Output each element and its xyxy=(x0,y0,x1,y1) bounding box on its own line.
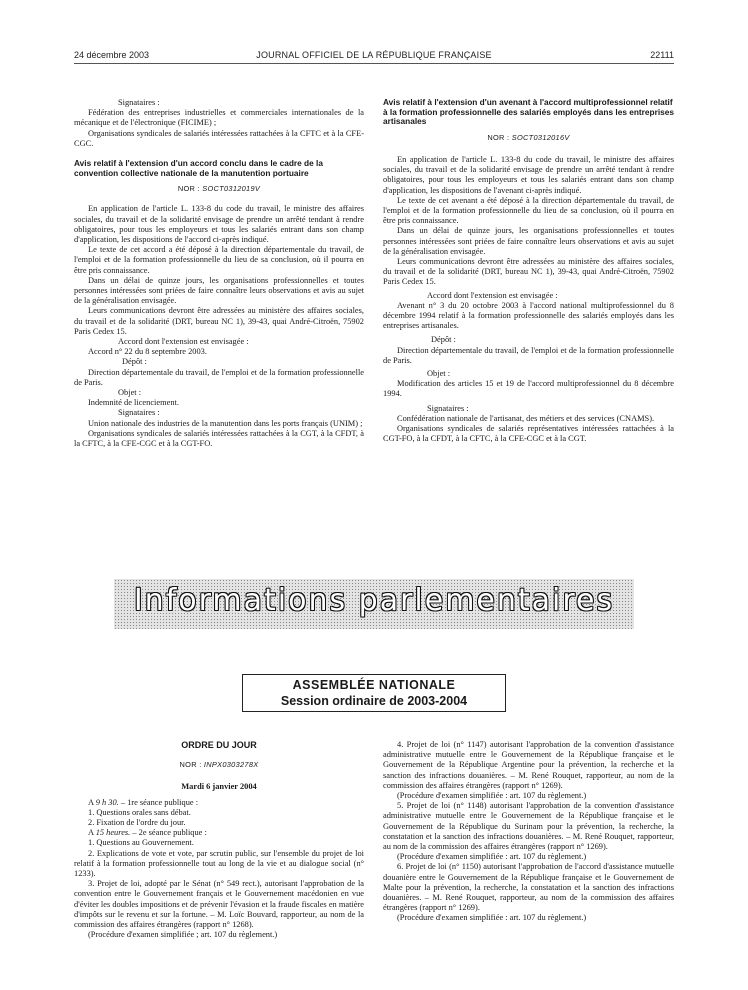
procedure-note: (Procédure d'examen simplifiée ; art. 107 du règlement.) xyxy=(88,930,278,940)
signataires-label: Signataires : xyxy=(118,98,160,107)
agenda-item: 5. Projet de loi (n° 1148) autorisant l'approbation de la convention d'assistance administrative mutuelle entre le Gouvernement de la République française et le Gouvernement de la République du Surinam pour la prévention, la recherche, la constatation et la sanction des infractions douanières. – M. René Rouquet, rapporteur, au nom de la commission des affaires étrangères (rapport n° 1269). xyxy=(383,801,674,852)
seance-prefix: A xyxy=(88,828,96,838)
objet-label: Objet : xyxy=(427,369,451,379)
header-page-number: 22111 xyxy=(650,50,674,60)
paragraph: Dans un délai de quinze jours, les organisations professionnelles et toutes personnes intéressées sont priées de faire connaître leurs observations et avis au sujet de la généralisation envisagée. xyxy=(74,275,364,306)
paragraph: Leurs communications devront être adressées au ministère des affaires sociales, du travail et de la solidarité (DRT, bureau NC 1), 39-43, quai André-Citroën, 75902 Paris Cedex 15. xyxy=(383,257,674,287)
seance-heading xyxy=(74,798,364,808)
signataire-item: Organisations syndicales de salariés représentatives intéressées rattachées à la CGT-FO, à la CFDT, à la CFTC, à la CFE-CGC et à la CGT. xyxy=(383,424,674,444)
seance-label: – 2e séance publique : xyxy=(130,828,207,838)
header-date: 24 décembre 2003 xyxy=(74,50,150,60)
header-journal-title: JOURNAL OFFICIEL DE LA RÉPUBLIQUE FRANÇAISE xyxy=(256,50,492,60)
seance-time: 15 heures. xyxy=(95,828,131,838)
agenda-item: 2. Fixation de l'ordre du jour. xyxy=(88,818,186,828)
signataire-item: Organisations syndicales de salariés intéressées rattachées à la CFTC et à la CFE-CGC. xyxy=(74,128,364,148)
section-banner-title: Informations parlementaires xyxy=(133,583,615,618)
signataires-label: Signataires : xyxy=(118,408,160,418)
left-column xyxy=(74,98,364,449)
avis-title: Avis relatif à l'extension d'un accord conclu dans le cadre de la convention collective nationale de la manutention portuaire xyxy=(74,158,323,178)
assemblee-title: ASSEMBLÉE NATIONALE xyxy=(292,678,456,692)
header-rule xyxy=(74,63,674,64)
agenda-item: 1. Questions au Gouvernement. xyxy=(88,838,194,848)
objet-value: Modification des articles 15 et 19 de l'accord multiprofessionnel du 8 décembre 1994. xyxy=(383,379,674,399)
nor-reference xyxy=(74,184,364,194)
depot-value: Direction départementale du travail, de l'emploi et de la formation professionnelle de Paris. xyxy=(74,367,364,387)
depot-label: Dépôt : xyxy=(122,357,147,367)
agenda-item: 1. Questions orales sans débat. xyxy=(88,807,191,817)
nor-code: SOCT0312019V xyxy=(202,184,261,194)
agenda-item: 6. Projet de loi (n° 1150) autorisant l'approbation de l'accord d'assistance mutuelle douanière entre le Gouvernement de la République française et le Gouvernement de Malte pour la prévention, la recherche, la constatation et la sanction des infractions douanières. – M. René Rouquet, rapporteur, au nom de la commission des affaires étrangères (rapport n° 1269). xyxy=(383,862,674,913)
seance-prefix: A xyxy=(88,797,96,807)
signataires-label: Signataires : xyxy=(427,403,469,413)
ordre-left-column xyxy=(74,740,364,940)
signataire-item: Confédération nationale de l'artisanat, des métiers et des services (CNAMS). xyxy=(397,413,655,423)
signataire-item: Organisations syndicales de salariés intéressées rattachées à la CGT, à la CFDT, à la CFTC, à la CFE-CGC et à la CGT-FO. xyxy=(74,428,364,449)
nor-label: NOR : xyxy=(487,132,510,142)
paragraph: En application de l'article L. 133-8 du code du travail, le ministre des affaires sociales, du travail et de la solidarité envisage de prendre un arrêté tendant à rendre obligatoires, pour tous les employeurs et tous les salariés entrant dans son champ d'application, les dispositions de l'avenant ci-après indiqué. xyxy=(383,154,674,195)
paragraph: Le texte de cet avenant a été déposé à la direction départementale du travail, de l'emploi et de la formation professionnelle du lieu de sa conclusion, où il pourra en être pris connaissance. xyxy=(383,195,674,226)
nor-code: SOCT0312016V xyxy=(511,132,570,142)
right-column xyxy=(383,98,674,444)
avis-title: Avis relatif à l'extension d'un avenant à l'accord multiprofessionnel relatif à la formation professionnelle des salariés employés dans les entreprises artisanales xyxy=(383,97,674,127)
seance-label: – 1re séance publique : xyxy=(118,797,199,807)
agenda-item: 4. Projet de loi (n° 1147) autorisant l'approbation de la convention d'assistance administrative mutuelle entre le Gouvernement de la République française et le Gouvernement de la République Argentine pour la prévention, la recherche et la sanction des infractions douanières. – M. René Rouquet, rapporteur, au nom de la commission des affaires étrangères (rapport n° 1269). xyxy=(383,740,674,790)
nor-code: INPX0303278X xyxy=(203,760,259,770)
assemblee-box xyxy=(242,674,506,712)
depot-label: Dépôt : xyxy=(431,335,456,345)
paragraph: En application de l'article L. 133-8 du code du travail, le ministre des affaires sociales, du travail et de la solidarité envisage de prendre un arrêté tendant à rendre obligatoires, pour tous les employeurs et tous les salariés entrant dans son champ d'application, les dispositions de l'accord ci-après indiqué. xyxy=(74,204,364,245)
ordre-title: ORDRE DU JOUR xyxy=(181,740,257,750)
seance-time: 9 h 30. xyxy=(95,797,119,807)
objet-label: Objet : xyxy=(118,388,142,398)
agenda-item: 3. Projet de loi, adopté par le Sénat (n° 549 rect.), autorisant l'approbation de la convention entre le Gouvernement français et le Gouvernement macédonien en vue d'éviter les doubles impositions et de prévenir l'évasion et la fraude fiscales en matière d'impôts sur le revenu et sur la fortune. – M. Loïc Bouvard, rapporteur, au nom de la commission des affaires étrangères (rapport n° 1268). xyxy=(74,879,364,930)
nor-reference xyxy=(383,133,674,143)
paragraph: Le texte de cet accord a été déposé à la direction départementale du travail, de l'emploi et de la formation professionnelle du lieu de sa conclusion, où il pourra en être pris connaissance. xyxy=(74,245,364,275)
accord-value: Accord n° 22 du 8 septembre 2003. xyxy=(88,347,207,357)
procedure-note: (Procédure d'examen simplifiée : art. 107 du règlement.) xyxy=(397,913,587,923)
session-date: Mardi 6 janvier 2004 xyxy=(181,782,257,792)
nor-reference xyxy=(74,760,364,770)
accord-value: Avenant n° 3 du 20 octobre 2003 à l'accord national multiprofessionnel du 8 décembre 1994 relatif à la formation professionnelle des salariés employés dans les entreprises artisanales. xyxy=(383,300,674,331)
signataire-item: Union nationale des industries de la manutention dans les ports français (UNIM) ; xyxy=(88,418,363,428)
assemblee-session: Session ordinaire de 2003-2004 xyxy=(280,694,468,708)
procedure-note: (Procédure d'examen simplifiée : art. 107 du règlement.) xyxy=(397,791,587,801)
agenda-item: 2. Explications de vote et vote, par scrutin public, sur l'ensemble du projet de loi relatif à la formation professionnelle tout au long de la vie et au dialogue social (n° 1233). xyxy=(74,848,364,879)
accord-label: Accord dont l'extension est envisagée : xyxy=(427,290,558,300)
signataire-item: Fédération des entreprises industrielles et commerciales internationales de la mécanique et de l'électronique (FICIME) ; xyxy=(74,108,364,128)
objet-value: Indemnité de licenciement. xyxy=(88,398,179,408)
nor-label: NOR : xyxy=(177,184,200,194)
procedure-note: (Procédure d'examen simplifiée : art. 107 du règlement.) xyxy=(397,852,587,862)
paragraph: Dans un délai de quinze jours, les organisations professionnelles et toutes personnes intéressées sont priées de faire connaître leurs observations et avis au sujet de la généralisation envisagée. xyxy=(383,226,674,256)
ordre-right-column xyxy=(383,740,674,924)
accord-label: Accord dont l'extension est envisagée : xyxy=(118,337,249,347)
paragraph: Leurs communications devront être adressées au ministère des affaires sociales, du travail et de la solidarité (DRT, bureau NC 1), 39-43, quai André-Citroën, 75902 Paris Cedex 15. xyxy=(74,306,364,336)
nor-label: NOR : xyxy=(179,760,202,770)
seance-heading xyxy=(74,828,364,838)
depot-value: Direction départementale du travail, de l'emploi et de la formation professionnelle de Paris. xyxy=(383,345,674,365)
